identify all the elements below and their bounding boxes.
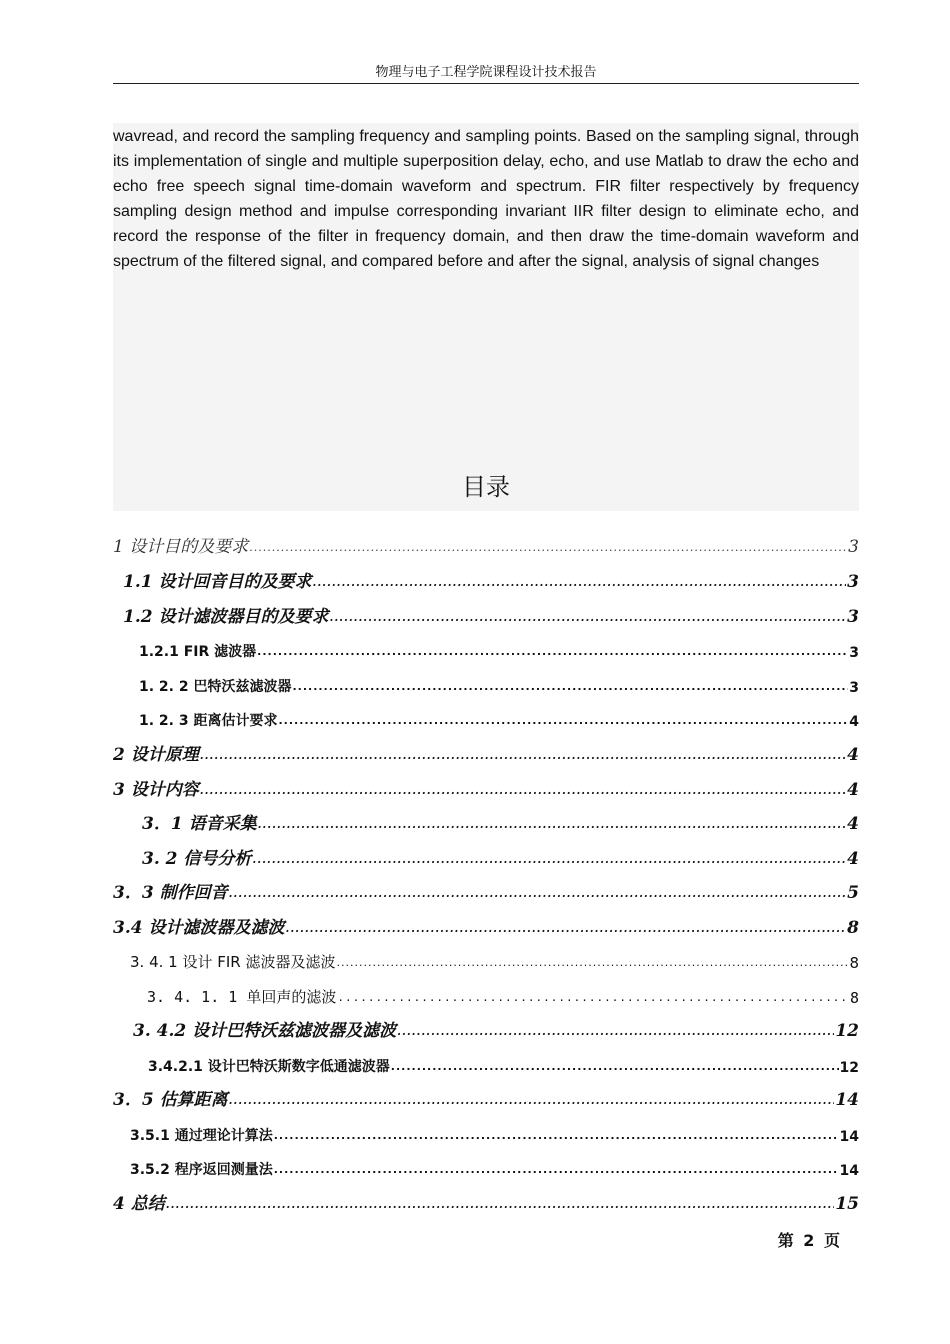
toc-entry-page: 3	[848, 537, 859, 557]
toc-entry-label: 1 设计目的及要求	[113, 537, 249, 557]
toc-leader-dots	[313, 574, 847, 592]
toc-entry-label: 1.2.1 FIR 滤波器	[139, 644, 257, 660]
toc-entry[interactable]	[130, 948, 859, 972]
toc-title: 目录	[462, 473, 510, 501]
toc-entry-label: 3．3 制作回音	[113, 883, 228, 903]
toc-entry-label: 3.4 设计滤波器及滤波	[113, 918, 285, 938]
toc-entry-label: 3 设计内容	[113, 780, 199, 800]
toc-entry[interactable]	[130, 1155, 859, 1179]
toc-entry[interactable]	[133, 1017, 859, 1041]
toc-entry-label: 1. 2. 2 巴特沃兹滤波器	[139, 679, 292, 695]
toc-entry-page: 4	[847, 814, 859, 834]
toc-leader-dots	[229, 885, 847, 903]
toc-entry-page: 3	[849, 645, 859, 661]
toc-entry-page: 14	[835, 1090, 859, 1110]
toc-entry-page: 15	[835, 1194, 859, 1214]
toc-entry[interactable]	[142, 810, 859, 834]
toc-entry[interactable]	[123, 568, 859, 592]
toc-leader-dots	[166, 1196, 835, 1214]
toc-entry-page: 8	[847, 918, 859, 938]
toc-entry-label: 4 总结	[113, 1194, 165, 1214]
toc-entry[interactable]	[130, 1121, 859, 1145]
toc-leader-dots	[330, 609, 847, 627]
toc-leader-dots	[229, 1092, 835, 1110]
page-number: 第 2 页	[777, 1231, 840, 1250]
toc-entry[interactable]	[113, 1086, 859, 1110]
toc-entry-page: 4	[847, 849, 859, 869]
toc-entry-label: 3.4.2.1 设计巴特沃斯数字低通滤波器	[148, 1059, 390, 1075]
toc-entry[interactable]	[113, 741, 859, 765]
toc-entry-page: 5	[847, 883, 859, 903]
toc-entry-page: 3	[847, 607, 859, 627]
toc-leader-dots	[278, 712, 848, 730]
toc-entry-label: 3. 4.2 设计巴特沃兹滤波器及滤波	[133, 1021, 397, 1041]
toc-entry-page: 3	[849, 680, 859, 696]
toc-entry-page: 12	[835, 1021, 859, 1041]
toc-entry[interactable]	[148, 1052, 859, 1076]
toc-entry-label: 1. 2. 3 距离估计要求	[139, 713, 278, 729]
toc-entry-label: 3.5.1 通过理论计算法	[130, 1128, 273, 1144]
toc-leader-dots	[292, 678, 848, 696]
toc-entry[interactable]	[113, 1190, 859, 1214]
toc-entry-page: 4	[847, 745, 859, 765]
toc-leader-dots	[391, 1058, 839, 1076]
toc-entry[interactable]	[113, 533, 859, 557]
toc-entry-label: 1.1 设计回音目的及要求	[123, 572, 312, 592]
toc-leader-dots	[274, 1127, 839, 1145]
toc-entry-page: 14	[839, 1163, 859, 1179]
toc-entry-page: 4	[847, 780, 859, 800]
toc-entry-page: 12	[839, 1060, 859, 1076]
toc-entry-label: 3.5.2 程序返回测量法	[130, 1162, 273, 1178]
toc-entry-page: 3	[847, 572, 859, 592]
toc-entry-page: 8	[849, 954, 859, 972]
toc-entry-page: 8	[849, 989, 859, 1007]
toc-entry[interactable]	[139, 672, 859, 696]
header-divider	[113, 83, 859, 84]
toc-leader-dots	[336, 954, 848, 972]
toc-entry-label: 2 设计原理	[113, 745, 199, 765]
toc-leader-dots	[286, 920, 847, 938]
toc-entry-label: 1.2 设计滤波器目的及要求	[123, 607, 329, 627]
abstract-paragraph: wavread, and record the sampling frequency and sampling points. Based on the sampling signal, through its implementation of single and multiple superposition delay, echo, and use Matlab to draw the echo and echo free speech signal time-domain waveform and spectrum. FIR filter respectively by frequency sampling design method and impulse corresponding invariant IIR filter design to eliminate echo, and record the response of the filter in frequency domain, and then draw the time-domain waveform and spectrum of the filtered signal, and compared before and after the signal, analysis of signal changes	[113, 128, 859, 270]
toc-entry[interactable]	[113, 914, 859, 938]
page-header: 物理与电子工程学院课程设计技术报告	[375, 65, 597, 80]
toc-entry-label: 3．5 估算距离	[113, 1090, 228, 1110]
toc-leader-dots	[258, 816, 847, 834]
toc-leader-dots	[252, 851, 846, 869]
toc-entry-page: 4	[849, 714, 859, 730]
toc-entry[interactable]	[139, 706, 859, 730]
toc-entry-page: 14	[839, 1129, 859, 1145]
toc-leader-dots	[257, 643, 848, 661]
toc-leader-dots	[397, 1023, 834, 1041]
toc-entry-label: 3．1 语音采集	[142, 814, 257, 834]
toc-leader-dots	[200, 782, 846, 800]
toc-entry[interactable]	[147, 983, 859, 1007]
toc-entry[interactable]	[139, 637, 859, 661]
toc-leader-dots	[274, 1161, 839, 1179]
toc-entry[interactable]	[142, 845, 859, 869]
toc-leader-dots	[249, 539, 847, 557]
toc-entry[interactable]	[123, 603, 859, 627]
toc-entry[interactable]	[113, 776, 859, 800]
toc-leader-dots	[200, 747, 846, 765]
toc-entry-label: 3. 4. 1 设计 FIR 滤波器及滤波	[130, 953, 336, 971]
toc-entry-label: 3. 2 信号分析	[142, 849, 252, 869]
toc-leader-dots	[337, 989, 849, 1007]
toc-entry[interactable]	[113, 879, 859, 903]
toc-entry-label: 3. 4. 1. 1 单回声的滤波	[147, 988, 337, 1006]
